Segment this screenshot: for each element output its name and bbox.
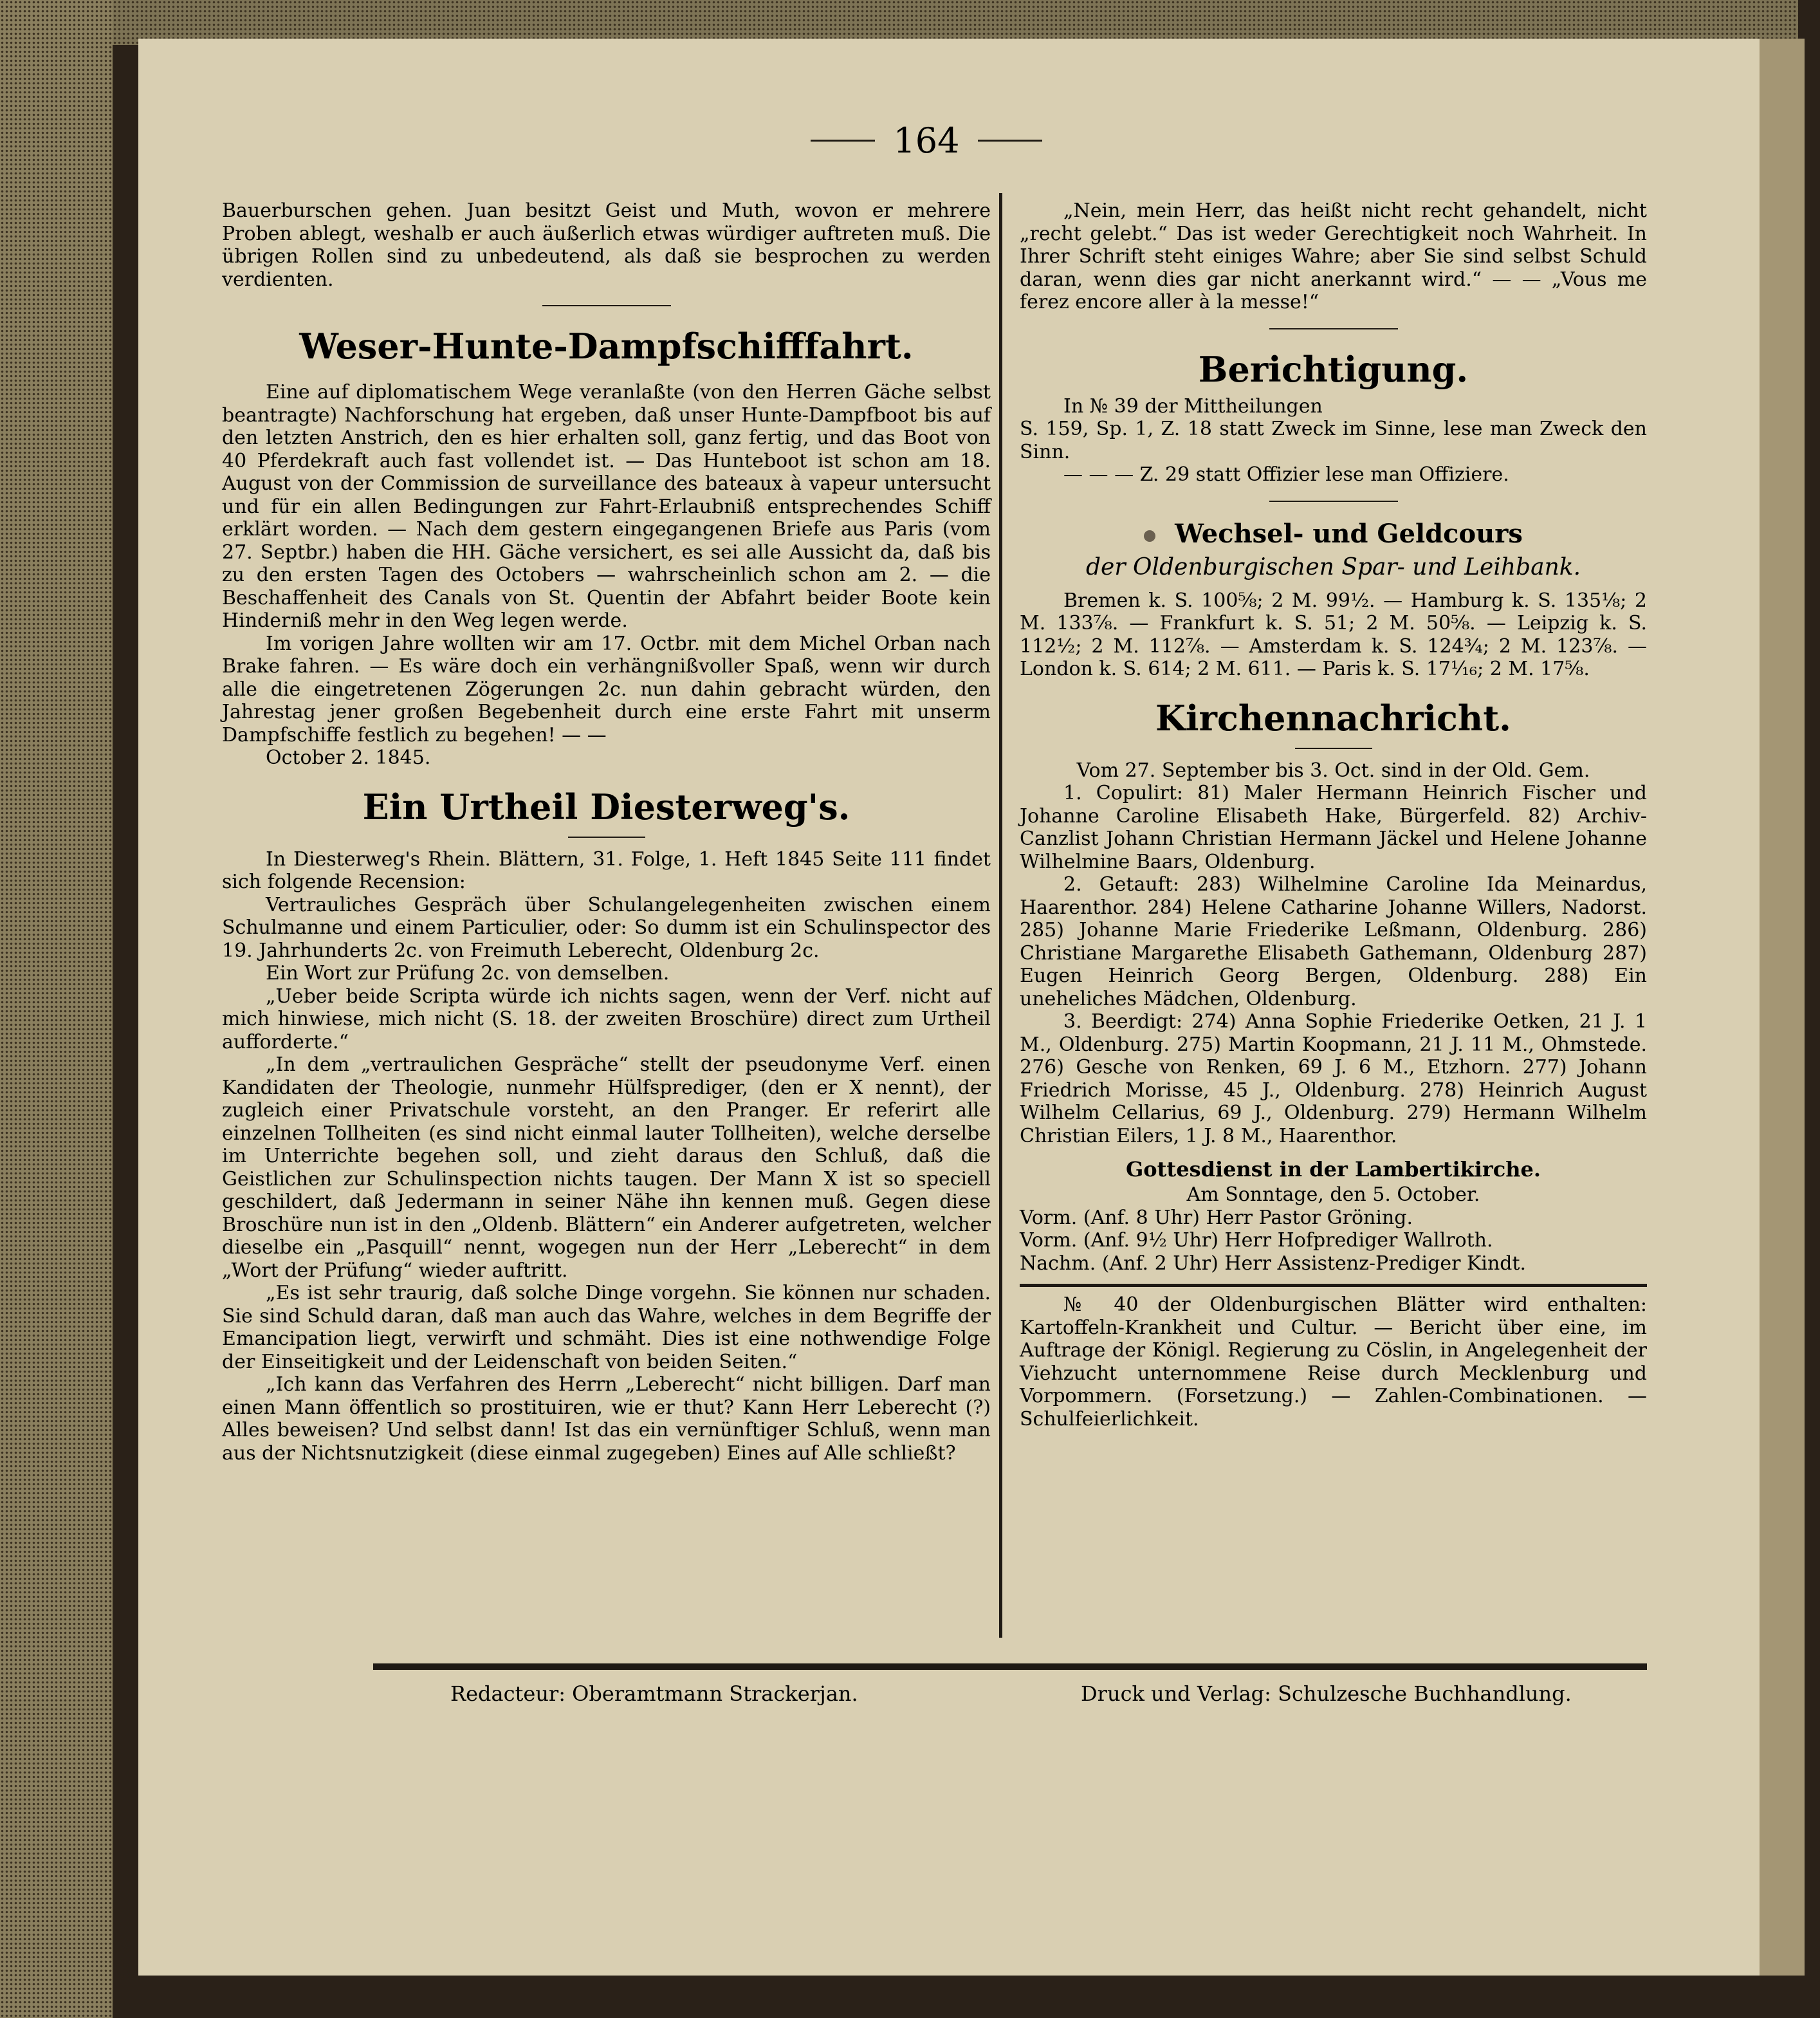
gottesdienst-line-2: Vorm. (Anf. 9½ Uhr) Herr Hofprediger Wallroth. <box>1020 1229 1493 1252</box>
kirchen-intro: Vom 27. September bis 3. Oct. sind in der Old. Gem. <box>1076 759 1590 782</box>
book-binding-edge <box>0 0 113 2018</box>
druck-line: Druck und Verlag: Schulzesche Buchhandlung. <box>1081 1681 1572 1706</box>
berichtigung-line-3: — — — Z. 29 statt Offizier lese man Offiziere. <box>1063 463 1509 486</box>
intro-paragraph: Bauerburschen gehen. Juan besitzt Geist und Muth, wovon er mehrere Proben ablegt, weshalb er auch äußerlich etwas würdiger auftreten muß. Die übrigen Rollen sind zu unbedeutend, als daß sie besprochen zu werden verdienten. <box>222 199 991 291</box>
footer-rule <box>373 1663 1647 1670</box>
gottesdienst-line-3: Nachm. (Anf. 2 Uhr) Herr Assistenz-Prediger Kindt. <box>1020 1252 1527 1275</box>
urtheil-paragraph-3: Ein Wort zur Prüfung 2c. von demselben. <box>266 962 670 985</box>
gottesdienst-title: Gottesdienst in der Lambertikirche. <box>1125 1157 1541 1181</box>
weser-date: October 2. 1845. <box>266 746 431 769</box>
quote-paragraph: „Nein, mein Herr, das heißt nicht recht gehandelt, nicht „recht gelebt.“ Das ist weder Gerechtigkeit noch Wahrheit. In Ihrer Schrift steht einiges Wahre; aber Sie sind selbst Schuld daran, wenn dies gar nicht anerkannt wird.“ — — „Vous me ferez encore aller à la messe!“ <box>1020 199 1647 313</box>
urtheil-title: Ein Urtheil Diesterweg's. <box>362 786 850 828</box>
header-rule-left <box>811 140 875 142</box>
kirchen-copulirt: 1. Copulirt: 81) Maler Hermann Heinrich Fischer und Johanne Caroline Elisabeth Hake, Bürgerfeld. 82) Archiv-Canzlist Johann Christian Hermann Jäckel und Helene Johanne Wilhelmine Baars, Oldenburg. <box>1020 782 1647 873</box>
urtheil-paragraph-2: Vertrauliches Gespräch über Schulangelegenheiten zwischen einem Schulmanne und einem Particulier, oder: So dumm ist ein Schulinspector des 19. Jahrhunderts 2c. von Freimuth Leberecht, Oldenburg 2c. <box>222 893 991 962</box>
redacteur-line: Redacteur: Oberamtmann Strackerjan. <box>450 1681 858 1706</box>
urtheil-paragraph-1: In Diesterweg's Rhein. Blättern, 31. Folge, 1. Heft 1845 Seite 111 findet sich folgende Recension: <box>222 847 991 893</box>
right-column <box>1020 199 1647 1430</box>
page-header <box>721 108 1132 172</box>
title-underline <box>568 837 645 838</box>
urtheil-paragraph-6: „Es ist sehr traurig, daß solche Dinge vorgehn. Sie können nur schaden. Sie sind Schuld daran, daß man auch das Wahre, welches in dem Begriffe der Emancipation liegt, verwirft und schmäht. Dies ist eine nothwendige Folge der Einseitigkeit und der Leidenschaft von beiden Seiten.“ <box>222 1282 991 1373</box>
urtheil-paragraph-7: „Ich kann das Verfahren des Herrn „Leberecht“ nicht billigen. Darf man einen Mann öffentlich so prostituiren, wie er thut? Kann Herr Leberecht (?) Alles beweisen? Und selbst dann! Ist das ein vernünftiger Schluß, wenn man aus der Nichtsnutzigkeit (diese einmal zugegeben) Eines auf Alle schließt? <box>222 1373 991 1465</box>
left-column <box>222 199 991 1654</box>
wechsel-subtitle: der Oldenburgischen Spar- und Leihbank. <box>1085 553 1581 580</box>
next-page-edge <box>1760 39 1805 1976</box>
berichtigung-title: Berichtigung. <box>1198 348 1469 390</box>
title-underline <box>1295 748 1372 749</box>
section-divider <box>542 305 671 306</box>
wechsel-title-text: Wechsel- und Geldcours <box>1175 518 1523 549</box>
page-number: 164 <box>893 120 960 161</box>
urtheil-paragraph-4: „Ueber beide Scripta würde ich nichts sagen, wenn der Verf. nicht auf mich hinwiese, mich nicht (S. 18. der zweiten Broschüre) direct zum Urtheil aufforderte.“ <box>222 985 991 1053</box>
weser-paragraph-1: Eine auf diplomatischem Wege veranlaßte (von den Herren Gäche selbst beantragte) Nachforschung hat ergeben, daß unser Hunte-Dampfboot bis auf den letzten Anstrich, den es hier erhalten soll, ganz fertig, und das Boot von 40 Pferdekraft auch fast vollendet ist. — Das Hunteboot ist schon am 18. August von der Commission de surveillance des bateaux à vapeur untersucht und für ein allen Bedingungen zur Fahrt-Erlaubniß entsprechendes Schiff erklärt worden. — Nach dem gestern eingegangenen Briefe aus Paris (vom 27. Septbr.) haben die HH. Gäche versichert, es sei alle Aussicht da, daß bis zu den ersten Tagen des Octobers — wahrscheinlich schon am 2. — die Beschaffenheit des Canals von St. Quentin der Abfahrt beider Boote kein Hinderniß mehr in den Weg legen werde. <box>222 381 991 632</box>
kirchen-beerdigt: 3. Beerdigt: 274) Anna Sophie Friederike Oetken, 21 J. 1 M., Oldenburg. 275) Martin Koopmann, 21 J. 11 M., Ohmstede. 276) Gesche von Renken, 69 J. 6 M., Etzhorn. 277) Johann Friedrich Morisse, 45 J., Oldenburg. 278) Heinrich August Wilhelm Cellarius, 69 J., Oldenburg. 279) Hermann Wilhelm Christian Eilers, 1 J. 8 M., Haarenthor. <box>1020 1010 1647 1147</box>
gottesdienst-line-1: Vorm. (Anf. 8 Uhr) Herr Pastor Gröning. <box>1020 1206 1413 1229</box>
weser-paragraph-2: Im vorigen Jahre wollten wir am 17. Octbr. mit dem Michel Orban nach Brake fahren. — Es wäre doch ein verhängnißvoller Spaß, wenn wir durch alle die eingetretenen Zögerungen 2c. nun dahin gebracht würden, den Jahrestag jener großen Begebenheit durch eine erste Fahrt mit unserm Dampfschiffe festlich zu begehen! — — <box>222 632 991 746</box>
kirchen-getauft: 2. Getauft: 283) Wilhelmine Caroline Ida Meinardus, Haarenthor. 284) Helene Catharine Johanne Willers, Nadorst. 285) Johanne Marie Friederike Leßmann, Oldenburg. 286) Christiane Margarethe Elisabeth Gathemann, Oldenburg 287) Eugen Heinrich Georg Bergen, Oldenburg. 288) Ein uneheliches Mädchen, Oldenburg. <box>1020 873 1647 1010</box>
gottesdienst-date: Am Sonntage, den 5. October. <box>1186 1183 1480 1206</box>
next-issue-notice: № 40 der Oldenburgischen Blätter wird enthalten: Kartoffeln-Krankheit und Cultur. — Bericht über eine, im Auftrage der Königl. Regierung zu Cöslin, in Angelegenheit der Viehzucht unternommene Reise durch Mecklenburg und Vorpommern. (Forsetzung.) — Zahlen-Combinationen. — Schulfeierlichkeit. <box>1020 1293 1647 1430</box>
wechsel-rates: Bremen k. S. 100⅝; 2 M. 99½. — Hamburg k. S. 135⅛; 2 M. 133⅞. — Frankfurt k. S. 51; 2 M. 50⅝. — Leipzig k. S. 112½; 2 M. 112⅞. — Amsterdam k. S. 124¾; 2 M. 123⅞. — London k. S. 614; 2 M. 611. — Paris k. S. 17¹⁄₁₆; 2 M. 17⅝. <box>1020 589 1647 680</box>
kirchen-title: Kirchennachricht. <box>1155 697 1511 739</box>
bullet-mark <box>1144 530 1155 542</box>
column-divider <box>999 193 1002 1638</box>
berichtigung-line-2: S. 159, Sp. 1, Z. 18 statt Zweck im Sinne, lese man Zweck den Sinn. <box>1020 418 1647 463</box>
notice-rule <box>1020 1284 1647 1287</box>
header-rule-right <box>978 140 1042 142</box>
wechsel-title <box>1020 516 1647 552</box>
berichtigung-line-1: In № 39 der Mittheilungen <box>1063 394 1323 418</box>
weser-title: Weser-Hunte-Dampfschifffahrt. <box>299 326 914 367</box>
urtheil-paragraph-5: „In dem „vertraulichen Gespräche“ stellt der pseudonyme Verf. einen Kandidaten der Theologie, nunmehr Hülfsprediger, (den er X nennt), der zugleich einer Privatschule vorsteht, an den Pranger. Er referirt alle einzelnen Tollheiten (es sind nicht einmal lauter Tollheiten), welche derselbe im Unterrichte begehen soll, und zieht daraus den Schluß, daß die Geistlichen zur Schulinspection nichts taugen. Der Mann X ist so speciell geschildert, daß Jedermann in seiner Nähe ihn kennen muß. Gegen diese Broschüre nun ist in den „Oldenb. Blättern“ ein Anderer aufgetreten, welcher dieselbe ein „Pasquill“ nennt, wogegen nun der Herr „Leberecht“ in dem „Wort der Prüfung“ wieder auftritt. <box>222 1053 991 1282</box>
section-divider <box>1269 501 1398 502</box>
section-divider <box>1269 328 1398 329</box>
